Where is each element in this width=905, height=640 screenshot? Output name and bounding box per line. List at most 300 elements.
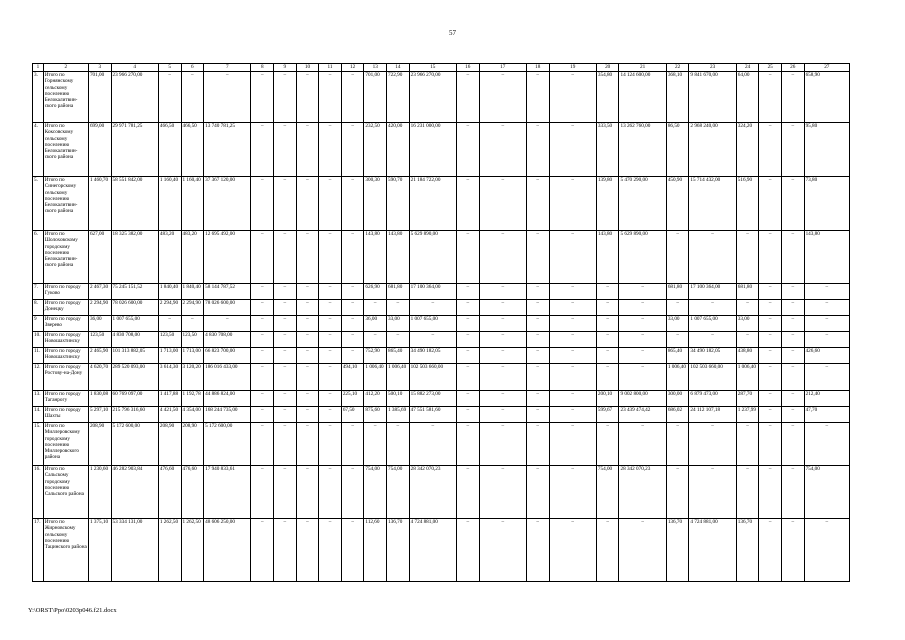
table-cell: 1 006,40 (387, 364, 410, 391)
table-cell: – (456, 407, 479, 423)
table-cell: 28 342 070,23 (619, 466, 666, 519)
column-header: 18 (526, 64, 549, 72)
table-cell: 200,10 (596, 391, 619, 407)
table-cell: 23 966 270,00 (409, 72, 456, 123)
row-number-cell: 12. (33, 364, 44, 391)
table-cell: – (251, 423, 274, 466)
table-cell: – (689, 332, 736, 348)
row-number-cell: 14. (33, 407, 44, 423)
table-cell: 681,80 (736, 284, 759, 300)
table-cell: – (296, 364, 319, 391)
table-cell: – (274, 407, 297, 423)
table-cell: – (781, 300, 804, 316)
table-cell: – (364, 332, 387, 348)
table-cell: – (387, 300, 410, 316)
table-cell: – (319, 466, 342, 519)
table-cell: – (804, 519, 849, 582)
row-number-cell: 8. (33, 300, 44, 316)
table-cell: – (549, 284, 596, 300)
table-cell: – (596, 316, 619, 332)
table-cell: – (666, 423, 689, 466)
table-cell: 34 490 182,05 (689, 348, 736, 364)
table-cell: – (689, 231, 736, 284)
row-name-cell: Итого по Коксовскому сельскому поселению Белокалитвин-ского района (43, 123, 88, 177)
table-cell: 24 112 107,18 (689, 407, 736, 423)
table-row (33, 407, 850, 423)
table-cell: 16 231 000,00 (409, 123, 456, 177)
table-cell: – (619, 423, 666, 466)
table-cell: – (204, 316, 251, 332)
table-cell: – (251, 284, 274, 300)
column-header: 26 (781, 64, 804, 72)
table-cell: 66 823 700,00 (204, 348, 251, 364)
table-cell: 17 100 364,00 (689, 284, 736, 300)
table-cell: 18 325 382,00 (111, 231, 158, 284)
row-number-cell: 3. (33, 72, 44, 123)
table-cell: – (456, 466, 479, 519)
table-cell: 2 465,90 (88, 348, 111, 364)
table-cell: – (319, 231, 342, 284)
column-header: 14 (387, 64, 410, 72)
table-cell: – (759, 300, 782, 316)
row-name-cell: Итого по городу Новошахтинску (43, 348, 88, 364)
table-cell: 2 294,90 (181, 300, 204, 316)
table-cell: – (804, 364, 849, 391)
table-cell: 58 144 787,52 (204, 284, 251, 300)
table-cell: 1 417,88 (158, 391, 181, 407)
table-cell: 48 606 250,00 (204, 519, 251, 582)
table-cell: – (319, 177, 342, 231)
row-number-cell: 10. (33, 332, 44, 348)
table-cell: – (274, 519, 297, 582)
table-cell: 36,00 (88, 316, 111, 332)
table-cell: – (759, 332, 782, 348)
row-number-cell: 13. (33, 391, 44, 407)
table-cell: – (759, 423, 782, 466)
table-cell: – (456, 423, 479, 466)
table-cell: – (456, 391, 479, 407)
table-cell: 754,00 (596, 466, 619, 519)
column-header: 12 (341, 64, 364, 72)
table-cell: 1 160,40 (181, 177, 204, 231)
table-row (33, 364, 850, 391)
table-cell: 626,90 (364, 284, 387, 300)
table-cell: 33,00 (736, 316, 759, 332)
table-cell: – (274, 72, 297, 123)
table-cell: – (526, 72, 549, 123)
table-cell: 752,90 (364, 348, 387, 364)
table-cell: – (596, 423, 619, 466)
table-cell: – (736, 300, 759, 316)
table-cell: 21 184 722,00 (409, 177, 456, 231)
table-cell: – (526, 284, 549, 300)
table-cell: – (319, 364, 342, 391)
table-cell: – (319, 123, 342, 177)
table-cell: 143,80 (596, 231, 619, 284)
table-cell: 1 237,99 (736, 407, 759, 423)
table-cell: 101 313 882,05 (111, 348, 158, 364)
table-cell: – (456, 123, 479, 177)
table-cell: 4 830 708,00 (111, 332, 158, 348)
table-cell: – (274, 177, 297, 231)
table-cell: 17 100 364,00 (409, 284, 456, 300)
table-cell: – (736, 423, 759, 466)
table-cell: 1 006,40 (666, 364, 689, 391)
table-cell: 324,20 (736, 123, 759, 177)
table-cell: – (251, 231, 274, 284)
table-cell: 4 620,70 (88, 364, 111, 391)
table-cell: 136,70 (387, 519, 410, 582)
table-cell: – (319, 348, 342, 364)
table-cell: 75 245 151,52 (111, 284, 158, 300)
table-cell: – (804, 284, 849, 300)
table-cell: – (619, 300, 666, 316)
table-cell: – (251, 519, 274, 582)
data-table (32, 63, 850, 582)
table-cell: 33,00 (666, 316, 689, 332)
table-cell: 46 282 903,84 (111, 466, 158, 519)
table-cell: – (596, 348, 619, 364)
table-cell: 1 007 655,00 (689, 316, 736, 332)
table-cell: 4 724 881,00 (689, 519, 736, 582)
table-cell: 143,80 (364, 231, 387, 284)
footer-file-path: Y:\ORST\Ppo\0203p046.f21.docx (28, 607, 117, 614)
table-row (33, 72, 850, 123)
table-cell: 354,80 (596, 72, 619, 123)
table-cell: – (759, 348, 782, 364)
table-row (33, 466, 850, 519)
table-cell: – (549, 407, 596, 423)
table-cell: 143,80 (804, 231, 849, 284)
column-header: 11 (319, 64, 342, 72)
table-cell: 1 385,69 (387, 407, 410, 423)
table-cell: – (296, 391, 319, 407)
table-cell: 86,50 (666, 123, 689, 177)
table-cell: 466,50 (181, 123, 204, 177)
table-row (33, 316, 850, 332)
row-name-cell: Итого по городу Новошахтинску (43, 332, 88, 348)
table-cell: – (181, 72, 204, 123)
table-row (33, 332, 850, 348)
table-cell: – (341, 300, 364, 316)
table-row (33, 284, 850, 300)
table-cell: 78 026 600,00 (204, 300, 251, 316)
table-cell: – (274, 332, 297, 348)
table-cell: – (736, 466, 759, 519)
table-cell: – (251, 364, 274, 391)
table-cell: 37 367 120,00 (204, 177, 251, 231)
table-cell: – (341, 72, 364, 123)
table-cell: – (341, 316, 364, 332)
table-cell: 1 830,08 (88, 391, 111, 407)
table-cell: 6 879 473,00 (689, 391, 736, 407)
table-cell: – (341, 348, 364, 364)
table-cell: – (666, 466, 689, 519)
table-cell: – (549, 466, 596, 519)
row-name-cell: Итого по городу Шахты (43, 407, 88, 423)
table-cell: – (296, 177, 319, 231)
table-cell: 225,10 (341, 391, 364, 407)
row-name-cell: Итого по городу Гуково (43, 284, 88, 300)
table-cell: 1 262,50 (158, 519, 181, 582)
table-cell: – (341, 123, 364, 177)
table-row (33, 123, 850, 177)
table-cell: 15 882 273,00 (409, 391, 456, 407)
table-cell: – (409, 300, 456, 316)
table-cell: 4 830 708,00 (204, 332, 251, 348)
table-cell: 1 160,40 (158, 177, 181, 231)
table-cell: – (341, 332, 364, 348)
table-cell: 17 940 833,61 (204, 466, 251, 519)
table-cell: 208,90 (181, 423, 204, 466)
page-number: 57 (449, 29, 456, 37)
row-name-cell: Итого по Шолоховскому городскому поселению Белокалитвин-ского района (43, 231, 88, 284)
table-cell: 627,00 (88, 231, 111, 284)
table-cell: 5 172 600,00 (111, 423, 158, 466)
table-cell: 300,30 (364, 177, 387, 231)
table-cell: – (549, 300, 596, 316)
table-cell: – (158, 72, 181, 123)
table-cell: 1 192,78 (181, 391, 204, 407)
table-cell: – (759, 177, 782, 231)
column-header: 2 (43, 64, 88, 72)
table-cell: 13 740 781,25 (204, 123, 251, 177)
table-cell: – (596, 364, 619, 391)
table-cell: 1 262,50 (181, 519, 204, 582)
table-cell: 232,50 (364, 123, 387, 177)
table-cell: 78 026 600,00 (111, 300, 158, 316)
table-cell: – (251, 177, 274, 231)
table-row (33, 423, 850, 466)
table-row (33, 300, 850, 316)
column-header: 21 (619, 64, 666, 72)
column-header: 4 (111, 64, 158, 72)
table-cell: – (274, 423, 297, 466)
table-cell: – (689, 423, 736, 466)
table-cell: – (526, 466, 549, 519)
table-cell: – (387, 423, 410, 466)
table-cell: 168 244 735,00 (204, 407, 251, 423)
table-cell: – (319, 316, 342, 332)
table-cell: 754,00 (804, 466, 849, 519)
table-cell: 73,80 (804, 177, 849, 231)
column-header: 9 (274, 64, 297, 72)
table-cell: – (781, 391, 804, 407)
table-cell: 12 695 492,00 (204, 231, 251, 284)
column-header: 23 (689, 64, 736, 72)
table-row (33, 391, 850, 407)
table-cell: – (274, 364, 297, 391)
table-cell: 438,80 (736, 348, 759, 364)
row-number-cell: 11. (33, 348, 44, 364)
table-cell: – (666, 332, 689, 348)
table-cell: 754,00 (387, 466, 410, 519)
table-cell: – (619, 348, 666, 364)
table-cell: – (274, 231, 297, 284)
column-header: 15 (409, 64, 456, 72)
table-cell: – (526, 519, 549, 582)
table-cell: 36,00 (364, 316, 387, 332)
table-cell: 1 713,00 (181, 348, 204, 364)
table-cell: 143,80 (387, 231, 410, 284)
table-cell: – (526, 423, 549, 466)
row-number-cell: 15. (33, 423, 44, 466)
table-cell: 368,10 (666, 72, 689, 123)
table-cell: 722,90 (387, 72, 410, 123)
table-cell: – (759, 284, 782, 300)
column-header: 17 (479, 64, 526, 72)
row-number-cell: 5. (33, 177, 44, 231)
table-cell: – (456, 364, 479, 391)
table-cell: – (479, 364, 526, 391)
table-cell: – (596, 332, 619, 348)
column-header: 13 (364, 64, 387, 72)
table-cell: – (781, 407, 804, 423)
table-cell: 590,70 (387, 177, 410, 231)
table-cell: – (274, 348, 297, 364)
table-cell: – (296, 348, 319, 364)
table-cell: – (296, 423, 319, 466)
table-cell: – (341, 466, 364, 519)
table-cell: – (274, 466, 297, 519)
table-row (33, 177, 850, 231)
table-cell: 1 230,60 (88, 466, 111, 519)
table-cell: 123,50 (181, 332, 204, 348)
table-cell: – (736, 231, 759, 284)
column-header: 24 (736, 64, 759, 72)
table-cell: 4 354,00 (181, 407, 204, 423)
table-cell: – (296, 300, 319, 316)
table-cell: 9 841 670,00 (689, 72, 736, 123)
table-cell: – (759, 231, 782, 284)
table-cell: – (549, 391, 596, 407)
table-cell: – (759, 72, 782, 123)
table-cell: – (456, 519, 479, 582)
table-cell: – (549, 123, 596, 177)
table-cell: – (479, 466, 526, 519)
table-cell: 681,80 (387, 284, 410, 300)
table-cell: – (526, 231, 549, 284)
table-cell: 212,40 (804, 391, 849, 407)
table-cell: – (781, 364, 804, 391)
table-cell: – (456, 348, 479, 364)
table-cell: 139,80 (596, 177, 619, 231)
table-cell: – (341, 423, 364, 466)
table-cell: 136,70 (736, 519, 759, 582)
table-cell: 5 297,10 (88, 407, 111, 423)
table-cell: 701,00 (88, 72, 111, 123)
table-cell: – (479, 300, 526, 316)
column-header: 22 (666, 64, 689, 72)
table-cell: – (526, 123, 549, 177)
table-cell: – (251, 300, 274, 316)
table-cell: – (319, 300, 342, 316)
table-cell: – (479, 519, 526, 582)
row-name-cell: Итого по Горнянскому сельскому поселению Белокалитвин-ского района (43, 72, 88, 123)
table-cell: 500,10 (387, 391, 410, 407)
table-cell: – (274, 316, 297, 332)
table-cell: 1 007 655,00 (111, 316, 158, 332)
table-cell: 23 439 474,42 (619, 407, 666, 423)
table-cell: – (526, 391, 549, 407)
table-cell: – (251, 407, 274, 423)
table-cell: 875,60 (364, 407, 387, 423)
table-cell: – (456, 316, 479, 332)
table-cell: – (341, 177, 364, 231)
table-cell: 5 172 600,00 (204, 423, 251, 466)
table-cell: – (619, 519, 666, 582)
row-name-cell: Итого по городу Донецку (43, 300, 88, 316)
table-cell: – (296, 284, 319, 300)
table-cell: – (479, 316, 526, 332)
table-cell: – (781, 423, 804, 466)
row-name-cell: Итого по Сальскому городскому поселению Сальского района (43, 466, 88, 519)
table-cell: – (456, 177, 479, 231)
table-row (33, 348, 850, 364)
table-cell: – (296, 123, 319, 177)
table-cell: – (364, 423, 387, 466)
table-cell: 136,70 (666, 519, 689, 582)
table-cell: – (619, 284, 666, 300)
table-cell: 1 007 655,00 (409, 316, 456, 332)
table-cell: – (479, 72, 526, 123)
table-cell: – (781, 519, 804, 582)
table-cell: 3 120,20 (181, 364, 204, 391)
table-cell: – (804, 300, 849, 316)
table-cell: 47,70 (804, 407, 849, 423)
table-cell: – (526, 332, 549, 348)
column-header: 7 (204, 64, 251, 72)
table-cell: – (549, 364, 596, 391)
table-cell: 599,67 (596, 407, 619, 423)
column-header: 5 (158, 64, 181, 72)
table-cell: – (549, 332, 596, 348)
table-cell: – (549, 519, 596, 582)
table-cell: 289 520 093,00 (111, 364, 158, 391)
table-cell: – (319, 332, 342, 348)
table-cell: – (619, 316, 666, 332)
table-cell: 28 342 070,23 (409, 466, 456, 519)
table-cell: – (759, 391, 782, 407)
table-cell: – (781, 231, 804, 284)
row-number-cell: 7. (33, 284, 44, 300)
table-cell: – (759, 407, 782, 423)
row-name-cell: Итого по Синегорскому сельскому поселению Белокалитвин-ского района (43, 177, 88, 231)
table-cell: – (387, 332, 410, 348)
table-cell: 1 840,40 (158, 284, 181, 300)
table-cell: 699,00 (88, 123, 111, 177)
table-cell: 476,60 (181, 466, 204, 519)
table-cell: 112,60 (364, 519, 387, 582)
table-cell: – (479, 284, 526, 300)
table-cell: – (296, 316, 319, 332)
table-cell: – (456, 231, 479, 284)
table-cell: 865,40 (387, 348, 410, 364)
table-cell: 300,00 (666, 391, 689, 407)
table-cell: – (526, 407, 549, 423)
table-cell: 5 470 290,00 (619, 177, 666, 231)
table-cell: 516,90 (736, 177, 759, 231)
table-cell: – (274, 391, 297, 407)
table-cell: – (549, 348, 596, 364)
table-cell: – (781, 284, 804, 300)
table-cell: – (781, 332, 804, 348)
table-cell: – (319, 407, 342, 423)
table-cell: 34 490 182,05 (409, 348, 456, 364)
table-cell: 64,00 (736, 72, 759, 123)
table-cell: 420,00 (387, 123, 410, 177)
table-cell: 208,90 (158, 423, 181, 466)
